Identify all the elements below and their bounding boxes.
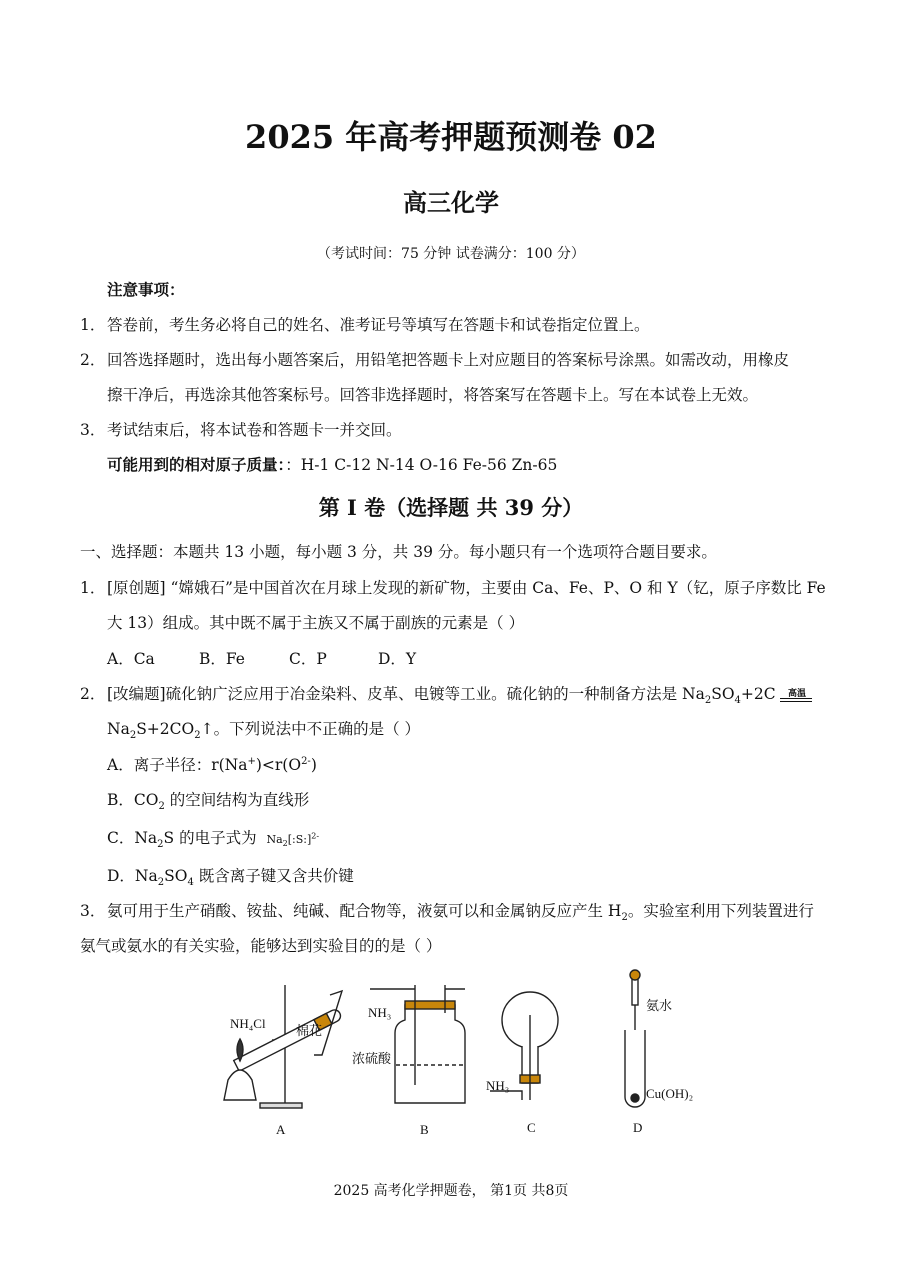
question-text: 氨可用于生产硝酸、铵盐、纯碱、配合物等，液氨可以和金属钠反应产生 $H_2$。实验室利用下列装置进行 xyxy=(107,902,814,924)
notice-item-number: 3． xyxy=(80,421,106,439)
option-c: C．$Na_2S$ 的电子式为 $Na_2[:S:]^{2-}$ xyxy=(107,829,320,851)
notice-item-number: 2． xyxy=(80,351,106,369)
exam-title: 2025 年高考押题预测卷 02 xyxy=(245,118,657,156)
apparatus-diagram xyxy=(210,965,710,1140)
notice-heading: 注意事项： xyxy=(107,280,185,299)
precipitate xyxy=(631,1094,639,1102)
section-title: 第 I 卷（选择题 共 39 分） xyxy=(318,495,584,520)
equation-line xyxy=(780,698,812,699)
question-text: $Na_2S+2CO_2↑$。下列说法中不正确的是（ ） xyxy=(107,720,421,742)
label-mianhua: 棉花 xyxy=(296,1023,323,1038)
option-d: D．Y xyxy=(378,650,417,668)
notice-item-number: 1． xyxy=(80,316,106,334)
label-ammonia-water: 氨水 xyxy=(646,998,673,1013)
dropper-bulb xyxy=(630,970,640,980)
stand-base xyxy=(260,1103,302,1108)
caption-c: C xyxy=(527,1120,536,1135)
caption-d: D xyxy=(633,1120,643,1135)
gas-wash-bottle xyxy=(395,1005,465,1103)
option-a: A．离子半径：$r(Na^+)<r(O^{2-})$ xyxy=(107,755,317,774)
question-text: 氨气或氨水的有关实验，能够达到实验目的的是（ ） xyxy=(80,937,442,955)
alcohol-lamp xyxy=(224,1070,256,1100)
equation-line xyxy=(780,701,812,702)
caption-a: A xyxy=(276,1122,286,1137)
option-b: B．$CO_2$ 的空间结构为直线形 xyxy=(107,791,310,813)
reaction-condition: 高温 xyxy=(788,689,807,699)
flame xyxy=(237,1039,243,1061)
notice-item-text: 答卷前，考生务必将自己的姓名、准考证号等填写在答题卡和试卷指定位置上。 xyxy=(107,316,650,334)
question-text: [原创题] “嫦娥石”是中国首次在月球上发现的新矿物，主要由 Ca、Fe、P、O 和 Y（钇，原子序数比 Fe xyxy=(107,579,826,597)
notice-item-text: 考试结束后，将本试卷和答题卡一并交回。 xyxy=(107,421,402,439)
question-text: 大 13）组成。其中既不属于主族又不属于副族的元素是（ ） xyxy=(107,614,525,632)
subject-title: 高三化学 xyxy=(403,188,499,217)
atomic-mass-label: 可能用到的相对原子质量： xyxy=(107,455,286,474)
atomic-mass-line xyxy=(107,455,557,475)
option-d: D．$Na_2SO_4$ 既含离子键又含共价键 xyxy=(107,867,354,889)
bottle-stopper xyxy=(405,1001,455,1009)
question-text: [改编题]硫化钠广泛应用于冶金染料、皮革、电镀等工业。硫化钠的一种制备方法是 $Na_2SO_4+2C$ xyxy=(107,685,776,707)
caption-b: B xyxy=(420,1122,429,1137)
option-c: C．P xyxy=(289,650,327,668)
page-footer: 2025 高考化学押题卷， 第1页 共8页 xyxy=(333,1183,569,1199)
label-nh3-c: NH₃ xyxy=(486,1078,510,1093)
section-instructions: 一、选择题：本题共 13 小题，每小题 3 分，共 39 分。每小题只有一个选项符合题目要求。 xyxy=(80,543,717,561)
label-nh3-b: NH₃ xyxy=(368,1005,392,1020)
notice-item-text: 回答选择题时，选出每小题答案后，用铅笔把答题卡上对应题目的答案标号涂黑。如需改动，用橡皮 xyxy=(107,351,790,369)
label-cuoh2: Cu(OH)₂ xyxy=(646,1086,694,1101)
option-b: B．Fe xyxy=(199,650,245,668)
label-nh4cl: NH₄Cl xyxy=(230,1016,266,1031)
question-number: 1． xyxy=(80,579,106,597)
label-concentrated-sulfuric-acid: 浓硫酸 xyxy=(352,1051,392,1066)
atomic-mass-values: ：H-1 C-12 N-14 O-16 Fe-56 Zn-65 xyxy=(285,456,558,474)
question-number: 3． xyxy=(80,902,106,920)
exam-info: （考试时间：75 分钟 试卷满分：100 分） xyxy=(317,246,585,262)
notice-item-text: 擦干净后，再选涂其他答案标号。回答非选择题时，将答案写在答题卡上。写在本试卷上无效。 xyxy=(107,386,759,404)
option-a: A．Ca xyxy=(107,650,155,668)
question-number: 2． xyxy=(80,685,106,703)
electron-formula: $Na_2[:S:]^{2-}$ xyxy=(266,831,320,849)
